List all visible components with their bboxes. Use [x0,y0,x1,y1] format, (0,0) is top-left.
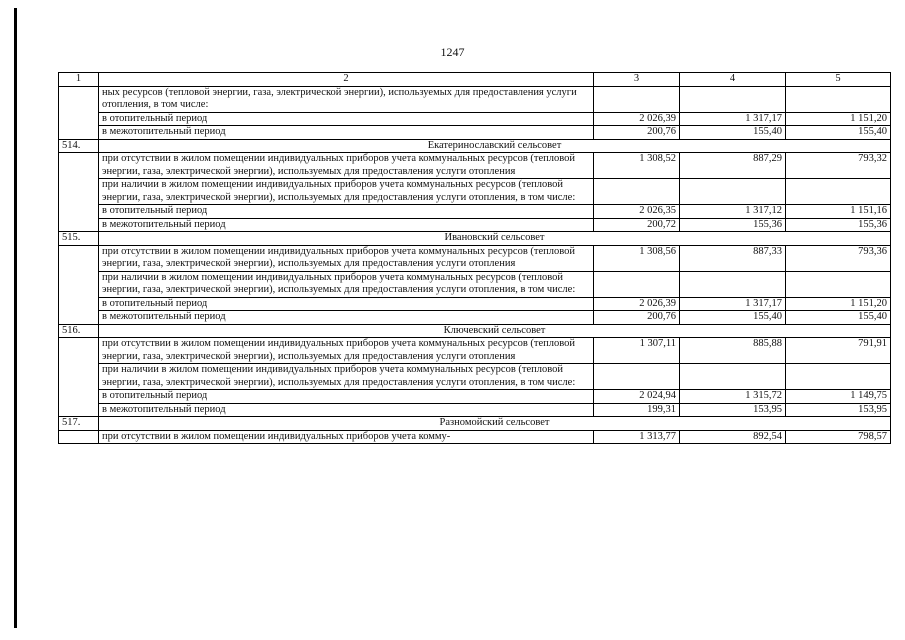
column-header: 5 [786,73,891,87]
row-label: в отопительный период [99,297,594,311]
section-number: 514. [59,139,99,153]
row-description: ных ресурсов (тепловой энергии, газа, электрической энергии), используемых для предоставления услуги отопления, в том числе: [99,86,594,112]
row-number-cell [59,86,99,139]
row-label: в отопительный период [99,205,594,219]
table-row [59,390,891,404]
value-col4: 887,33 [680,245,786,271]
table-row [59,153,891,179]
value-col5: 793,36 [786,245,891,271]
page-number: 1247 [440,45,465,59]
table-row [59,205,891,219]
section-number: 515. [59,232,99,246]
value-col3: 1 308,52 [594,153,680,179]
tariff-table [58,72,891,444]
value-col4: 1 315,72 [680,390,786,404]
row-label: в межотопительный период [99,403,594,417]
row-description: при отсутствии в жилом помещении индивидуальных приборов учета коммунальных ресурсов (тепловой энергии, газа, электрической энергии), используемых для предоставления услуги отопления [99,245,594,271]
value-col5: 155,40 [786,311,891,325]
value-col4: 892,54 [680,430,786,444]
value-col3: 2 026,39 [594,297,680,311]
value-col4: 155,36 [680,218,786,232]
value-col3: 200,72 [594,218,680,232]
value-col5: 155,40 [786,126,891,140]
table-row [59,218,891,232]
row-description: при наличии в жилом помещении индивидуальных приборов учета коммунальных ресурсов (тепловой энергии, газа, электрической энергии), используемых для предоставления услуги отопления, в том числе: [99,364,594,390]
value-col4: 885,88 [680,338,786,364]
value-col3: 199,31 [594,403,680,417]
value-col3: 2 024,94 [594,390,680,404]
row-description: при наличии в жилом помещении индивидуальных приборов учета коммунальных ресурсов (тепловой энергии, газа, электрической энергии), используемых для предоставления услуги отопления, в том числе: [99,271,594,297]
value-col3: 1 308,56 [594,245,680,271]
column-header: 2 [99,73,594,87]
row-label: в межотопительный период [99,311,594,325]
section-title: Разномойский сельсовет [99,417,891,431]
value-col4: 153,95 [680,403,786,417]
value-col3: 200,76 [594,126,680,140]
section-title: Ключевский сельсовет [99,324,891,338]
table-row [59,403,891,417]
value-col4: 1 317,17 [680,297,786,311]
value-col3: 1 313,77 [594,430,680,444]
section-number: 516. [59,324,99,338]
row-description: при наличии в жилом помещении индивидуальных приборов учета коммунальных ресурсов (тепловой энергии, газа, электрической энергии), используемых для предоставления услуги отопления, в том числе: [99,179,594,205]
section-header-row [59,324,891,338]
value-col3: 200,76 [594,311,680,325]
table-row [59,179,891,205]
table-row [59,297,891,311]
value-col4: 887,29 [680,153,786,179]
row-description: при отсутствии в жилом помещении индивидуальных приборов учета коммунальных ресурсов (тепловой энергии, газа, электрической энергии), используемых для предоставления услуги отопления [99,153,594,179]
row-label: в отопительный период [99,112,594,126]
section-header-row [59,232,891,246]
column-header: 3 [594,73,680,87]
row-description: при отсутствии в жилом помещении индивидуальных приборов учета комму- [99,430,594,444]
value-col5: 791,91 [786,338,891,364]
value-col4: 155,40 [680,126,786,140]
value-col3: 1 307,11 [594,338,680,364]
table-row [59,245,891,271]
column-header-row [59,73,891,87]
table-row [59,311,891,325]
value-col5: 1 151,20 [786,112,891,126]
row-label: в межотопительный период [99,126,594,140]
table-row [59,271,891,297]
value-col5: 155,36 [786,218,891,232]
section-title: Екатеринославский сельсовет [99,139,891,153]
table-row [59,430,891,444]
column-header: 1 [59,73,99,87]
value-col3: 2 026,39 [594,112,680,126]
value-col5: 1 151,20 [786,297,891,311]
table-row [59,112,891,126]
value-col4: 1 317,12 [680,205,786,219]
table-row [59,338,891,364]
section-title: Ивановский сельсовет [99,232,891,246]
table-row [59,86,891,112]
value-col4: 1 317,17 [680,112,786,126]
value-col5: 798,57 [786,430,891,444]
value-col3: 2 026,35 [594,205,680,219]
table-row [59,126,891,140]
section-header-row [59,417,891,431]
table-row [59,364,891,390]
row-label: в отопительный период [99,390,594,404]
value-col4: 155,40 [680,311,786,325]
section-number: 517. [59,417,99,431]
column-header: 4 [680,73,786,87]
section-header-row [59,139,891,153]
value-col5: 793,32 [786,153,891,179]
value-col5: 1 149,75 [786,390,891,404]
row-description: при отсутствии в жилом помещении индивидуальных приборов учета коммунальных ресурсов (тепловой энергии, газа, электрической энергии), используемых для предоставления услуги отопления [99,338,594,364]
binding-edge [14,8,17,628]
row-label: в межотопительный период [99,218,594,232]
value-col5: 153,95 [786,403,891,417]
value-col5: 1 151,16 [786,205,891,219]
